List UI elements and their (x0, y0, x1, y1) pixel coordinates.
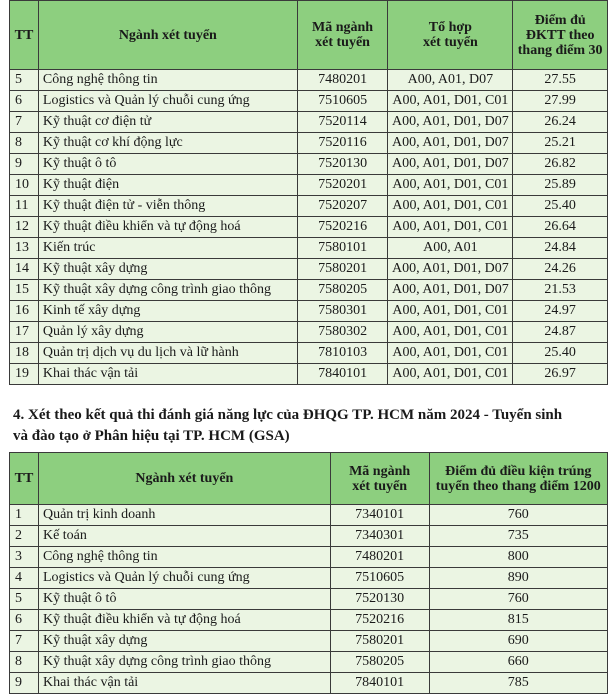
cell-tt: 8 (10, 652, 39, 673)
cell-tt: 6 (10, 91, 39, 112)
cell-major: Kinh tế xây dựng (38, 301, 297, 322)
cell-combo: A00, A01, D01, C01 (388, 217, 513, 238)
cell-score: 815 (429, 610, 607, 631)
header-score: Điểm đủ ĐKTT theo thang điểm 30 (513, 1, 608, 70)
cell-combo: A00, A01 (388, 238, 513, 259)
header-tt: TT (10, 1, 39, 70)
cell-tt: 4 (10, 568, 39, 589)
cell-tt: 1 (10, 505, 39, 526)
cell-major: Kế toán (38, 526, 330, 547)
table-row (10, 175, 608, 196)
table-row (10, 673, 608, 694)
cell-score: 24.87 (513, 322, 608, 343)
table-row (10, 196, 608, 217)
section-heading: 4. Xét theo kết quả thi đánh giá năng lực của ĐHQG TP. HCM năm 2024 - Tuyển sinh và đào tạo ở Phân hiệu tại TP. HCM (GSA) (13, 407, 563, 444)
table-row (10, 112, 608, 133)
cell-score: 26.82 (513, 154, 608, 175)
cell-tt: 13 (10, 238, 39, 259)
cell-tt: 2 (10, 526, 39, 547)
cell-tt: 10 (10, 175, 39, 196)
cell-code: 7340301 (330, 526, 429, 547)
cell-tt: 9 (10, 673, 39, 694)
cell-tt: 11 (10, 196, 39, 217)
cell-major: Kỹ thuật ô tô (38, 589, 330, 610)
cell-combo: A00, A01, D01, D07 (388, 133, 513, 154)
header-tt: TT (10, 453, 39, 505)
table-row (10, 505, 608, 526)
cell-code: 7510605 (297, 91, 388, 112)
cell-major: Kỹ thuật cơ khí động lực (38, 133, 297, 154)
cell-major: Kiến trúc (38, 238, 297, 259)
table-row (10, 652, 608, 673)
cell-code: 7520114 (297, 112, 388, 133)
cell-tt: 3 (10, 547, 39, 568)
cell-score: 27.55 (513, 70, 608, 91)
admission-table-30-scale (9, 0, 608, 385)
cell-tt: 5 (10, 70, 39, 91)
cell-combo: A00, A01, D07 (388, 70, 513, 91)
cell-score: 25.21 (513, 133, 608, 154)
cell-score: 24.26 (513, 259, 608, 280)
cell-score: 890 (429, 568, 607, 589)
cell-score: 785 (429, 673, 607, 694)
header-score: Điểm đủ điều kiện trúng tuyển theo thang điểm 1200 (429, 453, 607, 505)
cell-score: 690 (429, 631, 607, 652)
cell-major: Kỹ thuật điện (38, 175, 297, 196)
table-row (10, 301, 608, 322)
cell-score: 25.40 (513, 343, 608, 364)
cell-score: 25.89 (513, 175, 608, 196)
table-row (10, 631, 608, 652)
cell-combo: A00, A01, D01, D07 (388, 112, 513, 133)
cell-code: 7510605 (330, 568, 429, 589)
cell-combo: A00, A01, D01, C01 (388, 301, 513, 322)
cell-code: 7520130 (297, 154, 388, 175)
cell-score: 24.97 (513, 301, 608, 322)
table-header-row (10, 453, 608, 505)
cell-major: Kỹ thuật ô tô (38, 154, 297, 175)
cell-code: 7810103 (297, 343, 388, 364)
cell-score: 24.84 (513, 238, 608, 259)
cell-major: Khai thác vận tải (38, 673, 330, 694)
cell-major: Quản trị kinh doanh (38, 505, 330, 526)
cell-code: 7520201 (297, 175, 388, 196)
cell-score: 25.40 (513, 196, 608, 217)
table-row (10, 610, 608, 631)
table-row (10, 568, 608, 589)
cell-score: 760 (429, 589, 607, 610)
cell-combo: A00, A01, D01, C01 (388, 91, 513, 112)
cell-code: 7580201 (297, 259, 388, 280)
table-row (10, 547, 608, 568)
table-row (10, 238, 608, 259)
cell-combo: A00, A01, D01, D07 (388, 154, 513, 175)
cell-major: Kỹ thuật xây dựng (38, 259, 297, 280)
cell-code: 7580205 (330, 652, 429, 673)
cell-code: 7580101 (297, 238, 388, 259)
table-row (10, 364, 608, 385)
cell-code: 7840101 (297, 364, 388, 385)
table-row (10, 322, 608, 343)
header-code: Mã ngành xét tuyển (330, 453, 429, 505)
cell-major: Logistics và Quản lý chuỗi cung ứng (38, 91, 297, 112)
table-row (10, 133, 608, 154)
cell-tt: 7 (10, 631, 39, 652)
cell-tt: 5 (10, 589, 39, 610)
cell-code: 7580302 (297, 322, 388, 343)
table-row (10, 280, 608, 301)
cell-code: 7520130 (330, 589, 429, 610)
header-major: Ngành xét tuyển (38, 453, 330, 505)
cell-code: 7580301 (297, 301, 388, 322)
cell-code: 7520216 (297, 217, 388, 238)
cell-code: 7480201 (330, 547, 429, 568)
table-row (10, 217, 608, 238)
table-header-row (10, 1, 608, 70)
cell-tt: 17 (10, 322, 39, 343)
cell-major: Công nghệ thông tin (38, 547, 330, 568)
table-row (10, 589, 608, 610)
cell-major: Công nghệ thông tin (38, 70, 297, 91)
cell-major: Kỹ thuật điện tử - viễn thông (38, 196, 297, 217)
table-row (10, 154, 608, 175)
cell-combo: A00, A01, D01, C01 (388, 343, 513, 364)
cell-code: 7520116 (297, 133, 388, 154)
cell-code: 7520207 (297, 196, 388, 217)
cell-score: 27.99 (513, 91, 608, 112)
cell-major: Kỹ thuật xây dựng (38, 631, 330, 652)
cell-major: Kỹ thuật điều khiển và tự động hoá (38, 217, 297, 238)
cell-major: Kỹ thuật điều khiển và tự động hoá (38, 610, 330, 631)
cell-tt: 19 (10, 364, 39, 385)
cell-score: 800 (429, 547, 607, 568)
cell-tt: 6 (10, 610, 39, 631)
cell-tt: 12 (10, 217, 39, 238)
cell-major: Kỹ thuật xây dựng công trình giao thông (38, 280, 297, 301)
cell-code: 7580205 (297, 280, 388, 301)
cell-major: Quản lý xây dựng (38, 322, 297, 343)
cell-code: 7840101 (330, 673, 429, 694)
header-code: Mã ngành xét tuyển (297, 1, 388, 70)
cell-major: Khai thác vận tải (38, 364, 297, 385)
table-row (10, 91, 608, 112)
cell-score: 26.97 (513, 364, 608, 385)
cell-code: 7340101 (330, 505, 429, 526)
cell-code: 7520216 (330, 610, 429, 631)
cell-score: 26.24 (513, 112, 608, 133)
cell-major: Kỹ thuật cơ điện tử (38, 112, 297, 133)
cell-combo: A00, A01, D01, C01 (388, 364, 513, 385)
cell-code: 7580201 (330, 631, 429, 652)
cell-tt: 15 (10, 280, 39, 301)
header-major: Ngành xét tuyển (38, 1, 297, 70)
table-row (10, 70, 608, 91)
cell-combo: A00, A01, D01, C01 (388, 175, 513, 196)
table-row (10, 259, 608, 280)
cell-tt: 14 (10, 259, 39, 280)
cell-score: 26.64 (513, 217, 608, 238)
cell-major: Logistics và Quản lý chuỗi cung ứng (38, 568, 330, 589)
cell-combo: A00, A01, D01, C01 (388, 322, 513, 343)
cell-tt: 7 (10, 112, 39, 133)
cell-tt: 16 (10, 301, 39, 322)
cell-tt: 9 (10, 154, 39, 175)
admission-table-1200-scale (9, 452, 608, 694)
cell-tt: 8 (10, 133, 39, 154)
cell-major: Kỹ thuật xây dựng công trình giao thông (38, 652, 330, 673)
cell-score: 660 (429, 652, 607, 673)
cell-tt: 18 (10, 343, 39, 364)
cell-major: Quản trị dịch vụ du lịch và lữ hành (38, 343, 297, 364)
cell-combo: A00, A01, D01, D07 (388, 259, 513, 280)
cell-score: 760 (429, 505, 607, 526)
cell-code: 7480201 (297, 70, 388, 91)
table-row (10, 526, 608, 547)
table-row (10, 343, 608, 364)
cell-score: 735 (429, 526, 607, 547)
header-combo: Tổ hợp xét tuyển (388, 1, 513, 70)
cell-score: 21.53 (513, 280, 608, 301)
cell-combo: A00, A01, D01, D07 (388, 280, 513, 301)
cell-combo: A00, A01, D01, C01 (388, 196, 513, 217)
